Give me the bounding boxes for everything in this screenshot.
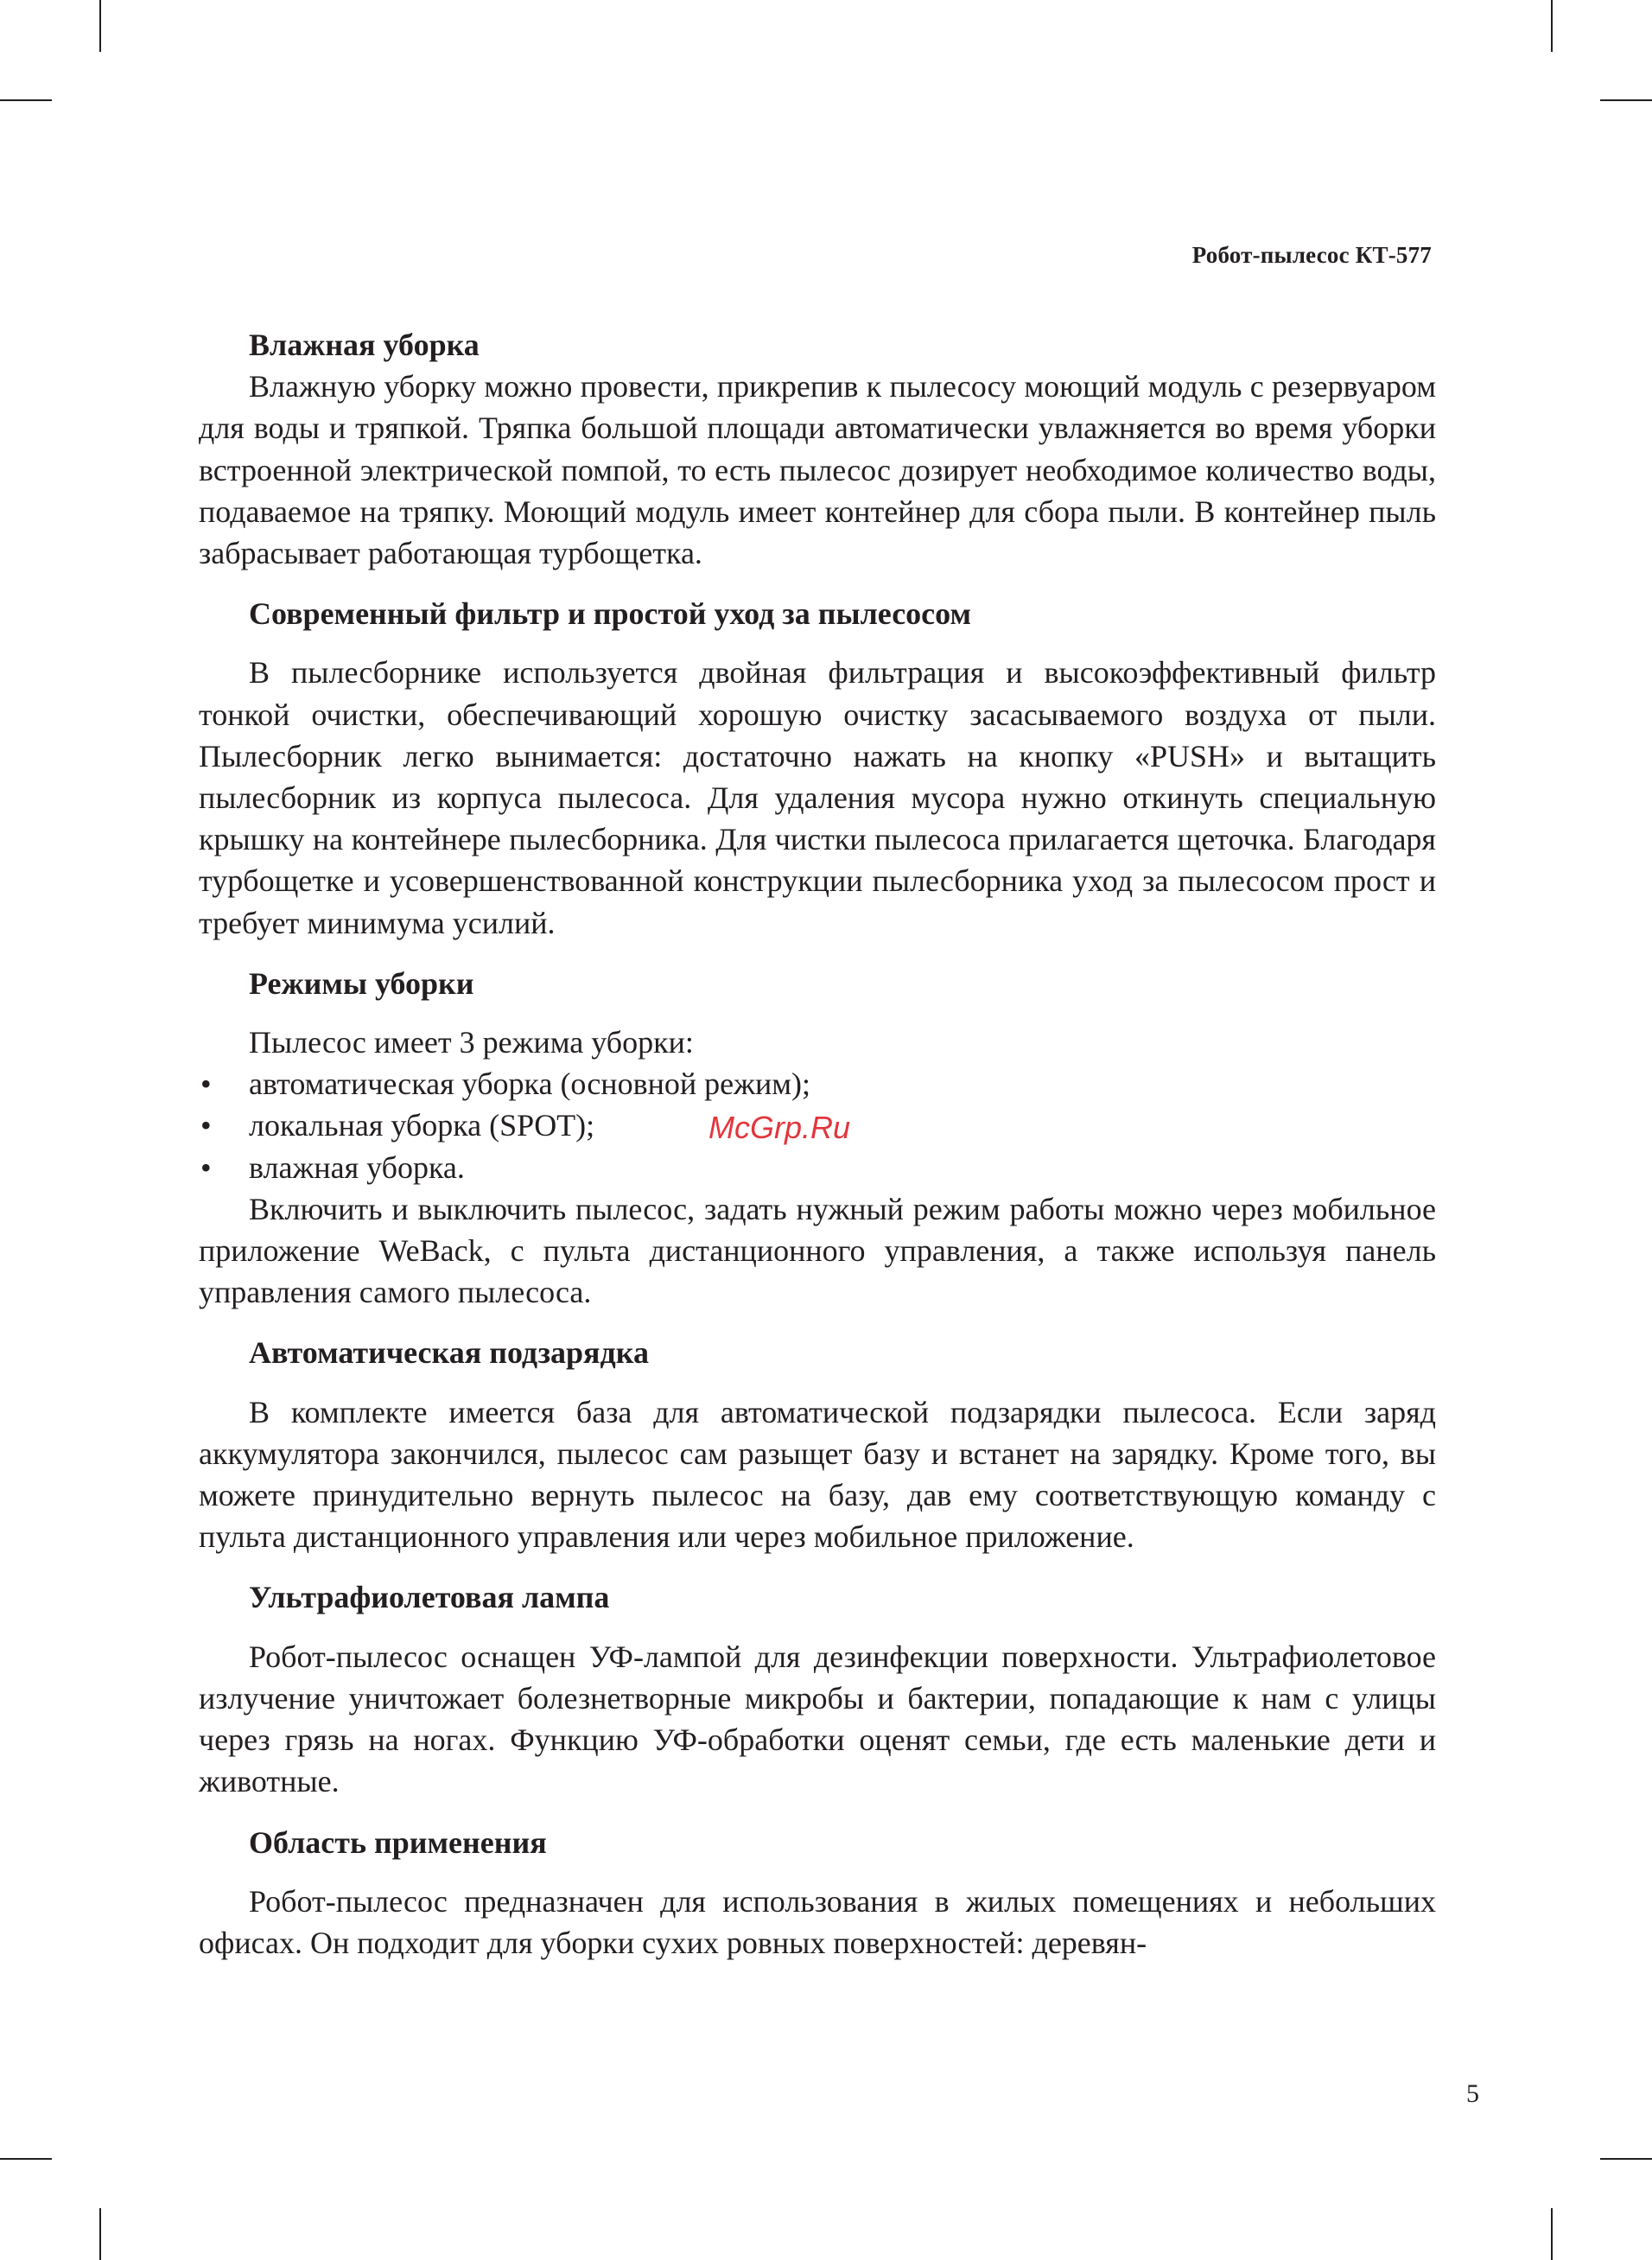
crop-mark (1551, 2208, 1553, 2260)
paragraph-modes: Включить и выключить пылесос, задать нужный режим работы можно через мобильное приложение WeBack, с пульта дистанционного управления, а также используя панель управления самого пылесоса. (199, 1191, 1436, 1310)
section-title-filter: Современный фильтр и простой уход за пылесосом (249, 596, 971, 632)
paragraph-usage: Робот-пылесос предназначен для использования в жилых помещениях и небольших офисах. Он подходит для уборки сухих ровных поверхностей: деревян- (199, 1883, 1436, 1960)
crop-mark (99, 0, 101, 52)
watermark: McGrp.Ru (708, 1110, 851, 1145)
section-title-modes: Режимы уборки (249, 965, 474, 1001)
bullet-icon: • (200, 1149, 212, 1185)
bullet-icon: • (200, 1108, 212, 1143)
crop-mark (1551, 0, 1553, 52)
section-title-charging: Автоматическая подзарядка (249, 1335, 649, 1371)
crop-mark (0, 99, 52, 101)
running-header: Робот-пылесос КТ-577 (1191, 242, 1432, 268)
list-item: • влажная уборка. (199, 1147, 1436, 1188)
paragraph-charging: В комплекте имеется база для автоматической подзарядки пылесоса. Если заряд аккумулятора закончился, пылесос сам разыщет базу и встанет на зарядку. Кроме того, вы можете принудительно вернуть пылесос на базу, дав ему соответствующую команду с пульта дистанционного управления или через мобильное приложение. (199, 1394, 1436, 1555)
bullet-icon: • (200, 1066, 212, 1102)
section-title-usage: Область применения (249, 1824, 547, 1860)
list-item: • автоматическая уборка (основной режим); (199, 1063, 1436, 1105)
page-number: 5 (1466, 2079, 1479, 2108)
section-title-uv-lamp: Ультрафиолетовая лампа (249, 1580, 610, 1615)
paragraph-filter: В пылесборнике используется двойная фильтрация и высокоэффективный фильтр тонкой очистки, обеспечивающий хорошую очистку засасываемого воздуха от пыли. Пылесборник легко вынимается: достаточно нажать на кнопку «PUSH» и вытащить пылесборник из корпуса пылесоса. Для удаления мусора нужно откинуть специальную крышку на контейнере пылесборника. Для чистки пылесоса прилагается щеточка. Благодаря турбощетке и усовершенствованной конструкции пылесборника уход за пылесосом прост и требует минимума усилий. (199, 655, 1436, 940)
crop-mark (1600, 99, 1652, 101)
section-title-wet-cleaning: Влажная уборка (249, 328, 480, 362)
crop-mark (99, 2208, 101, 2260)
paragraph-wet-cleaning: Влажную уборку можно провести, прикрепив к пылесосу моющий модуль с резервуаром для воды и тряпкой. Тряпка большой площади автоматически увлажняется во время уборки встроенной электрической помпой, то есть пылесос дозирует необходимое количество воды, подаваемое на тряпку. Моющий модуль имеет контейнер для сбора пыли. В контейнер пыль забрасывает работающая турбощетка. (199, 369, 1436, 571)
crop-mark (1600, 2158, 1652, 2160)
crop-mark (0, 2158, 52, 2160)
paragraph-uv-lamp: Робот-пылесос оснащен УФ-лампой для дезинфекции поверхности. Ультрафиолетовое излучение уничтожает болезнетворные микробы и бактерии, попадающие к нам с улицы через грязь на ногах. Функцию УФ-обработки оценят семьи, где есть маленькие дети и животные. (199, 1639, 1436, 1799)
list-item: • локальная уборка (SPOT); (199, 1105, 1436, 1146)
paragraph-modes-intro: Пылесос имеет 3 режима уборки: (249, 1025, 694, 1060)
